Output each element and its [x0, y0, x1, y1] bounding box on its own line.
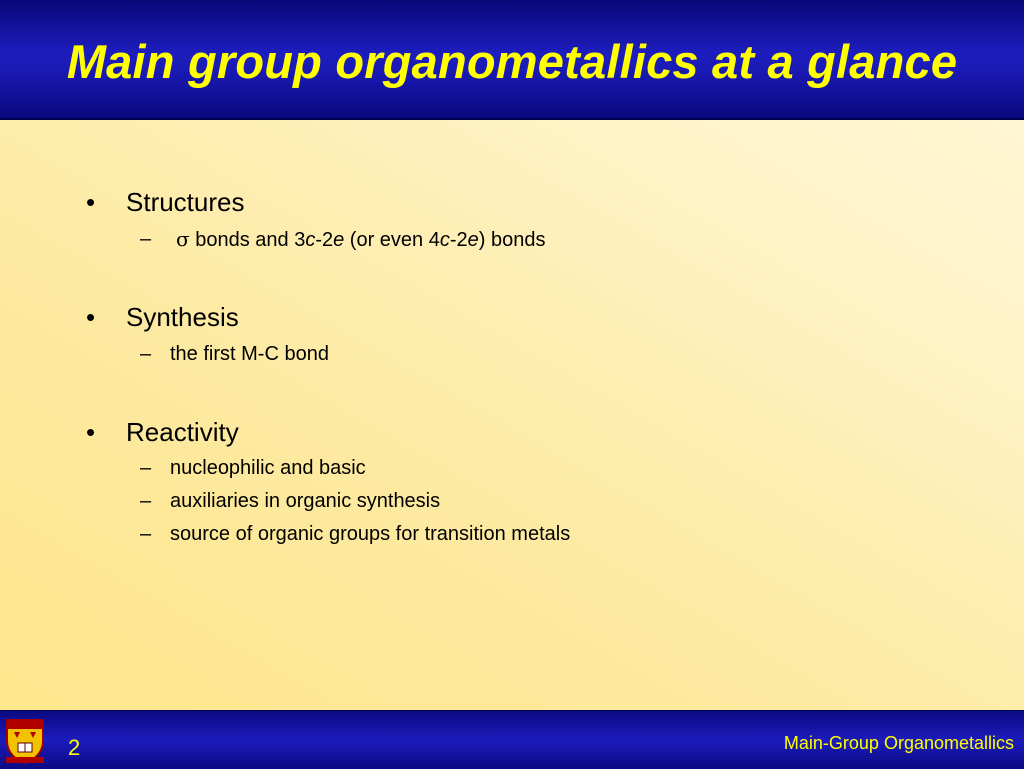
heading-structures: Structures: [126, 187, 245, 217]
heading-synthesis: Synthesis: [126, 302, 239, 332]
reactivity-item-1: nucleophilic and basic: [170, 457, 366, 479]
dash-marker: –: [140, 228, 152, 250]
bullet-marker: •: [86, 302, 96, 332]
sigma-symbol: σ: [176, 227, 190, 251]
dash-marker: –: [140, 490, 152, 512]
reactivity-item-3: source of organic groups for transition metals: [170, 523, 571, 545]
footer-title: Main-Group Organometallics: [783, 733, 1014, 753]
dash-marker: –: [140, 343, 152, 365]
synthesis-item-1: the first M-C bond: [170, 343, 329, 365]
bullet-marker: •: [86, 187, 96, 217]
slide-footer: [0, 710, 1024, 769]
dash-marker: –: [140, 523, 152, 545]
page-number: 2: [68, 735, 81, 760]
slide-title: Main group organometallics at a glance: [66, 35, 958, 88]
reactivity-item-2: auxiliaries in organic synthesis: [170, 490, 441, 512]
bullet-marker: •: [86, 417, 96, 447]
dash-marker: –: [140, 457, 152, 479]
structures-item-1: σ bonds and 3c-2e (or even 4c-2e) bonds: [176, 227, 546, 251]
heading-reactivity: Reactivity: [126, 417, 239, 447]
university-crest-icon: [4, 717, 46, 765]
